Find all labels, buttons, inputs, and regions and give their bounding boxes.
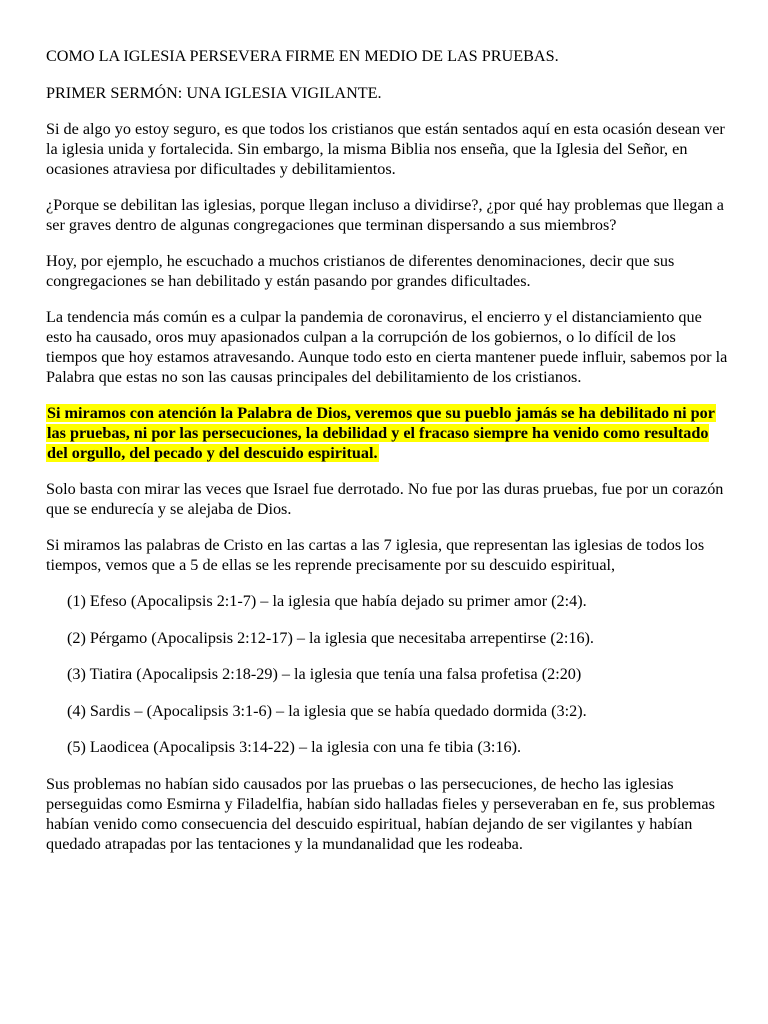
- list-item: (1) Efeso (Apocalipsis 2:1-7) – la iglesia que había dejado su primer amor (2:4).: [67, 592, 587, 610]
- list-item: (3) Tiatira (Apocalipsis 2:18-29) – la iglesia que tenía una falsa profetisa (2:20): [67, 665, 582, 683]
- document-title: COMO LA IGLESIA PERSEVERA FIRME EN MEDIO DE LAS PRUEBAS.: [46, 47, 559, 65]
- list-item: (4) Sardis – (Apocalipsis 3:1-6) – la iglesia que se había quedado dormida (3:2).: [67, 701, 587, 720]
- paragraph-7: Sus problemas no habían sido causados por las pruebas o las persecuciones, de hecho las iglesias perseguidas como Esmirna y Filadelfia, habían sido halladas fieles y perseveraban en fe, sus problemas habían venido como consecuencia del descuido espiritual, habían dejando de ser vigilantes y habían quedado atrapadas por las tentaciones y la mundanalidad que les rodeaba.: [46, 774, 715, 853]
- list-item: (2) Pérgamo (Apocalipsis 2:12-17) – la iglesia que necesitaba arrepentirse (2:16).: [67, 628, 594, 647]
- highlighted-paragraph: [46, 403, 728, 463]
- churches-list: [46, 591, 728, 757]
- highlighted-text: Si miramos con atención la Palabra de Dios, veremos que su pueblo jamás se ha debilitado ni por las pruebas, ni por las persecuciones, la debilidad y el fracaso siempre ha venido como resultado del orgullo, del pecado y del descuido espiritual.: [47, 404, 715, 462]
- paragraph-4: La tendencia más común es a culpar la pandemia de coronavirus, el encierro y el distanciamiento que esto ha causado, oros muy apasionados culpan a la corrupción de los gobiernos, o lo difícil de los tiempos que hoy estamos atravesando. Aunque todo esto en cierta mantener puede influir, sabemos por la Palabra que estas no son las causas principales del debilitamiento de los cristianos.: [46, 308, 728, 386]
- list-item: (5) Laodicea (Apocalipsis 3:14-22) – la iglesia con una fe tibia (3:16).: [67, 738, 522, 756]
- sermon-title: PRIMER SERMÓN: UNA IGLESIA VIGILANTE.: [46, 84, 382, 102]
- paragraph-3: Hoy, por ejemplo, he escuchado a muchos cristianos de diferentes denominaciones, decir que sus congregaciones se han debilitado y están pasando por grandes dificultades.: [46, 252, 675, 290]
- paragraph-2: ¿Porque se debilitan las iglesias, porque llegan incluso a dividirse?, ¿por qué hay problemas que llegan a ser graves dentro de algunas congregaciones que terminan dispersando a sus miembros?: [46, 196, 724, 234]
- paragraph-5: Solo basta con mirar las veces que Israel fue derrotado. No fue por las duras pruebas, fue por un corazón que se endurecía y se alejaba de Dios.: [46, 480, 724, 518]
- paragraph-1: Si de algo yo estoy seguro, es que todos los cristianos que están sentados aquí en esta ocasión desean ver la iglesia unida y fortalecida. Sin embargo, la misma Biblia nos enseña, que la Iglesia del Señor, en ocasiones atraviesa por dificultades y debilitamientos.: [46, 120, 725, 178]
- paragraph-6: Si miramos las palabras de Cristo en las cartas a las 7 iglesia, que representan las iglesias de todos los tiempos, vemos que a 5 de ellas se les reprende precisamente por su descuido espiritual,: [46, 536, 705, 574]
